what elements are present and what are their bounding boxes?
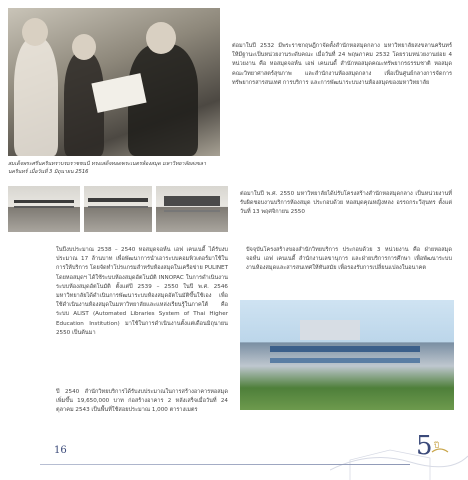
paragraph-left: ในปีงบประมาณ 2538 – 2540 หอสมุดจอห์น เอฟ เคนเนดี้ ได้รับงบประมาณ 17 ล้านบาท เพื่อพัฒนาการนำเอาระบบคอมพิวเตอร์มาใช้ในการให้บริการ โดยจัดทำโปรแกรมสำหรับห้องสมุดในเครือข่าย PULINET โดยหอสมุดฯ ได้ใช้ระบบห้องสมุดอัตโนมัติ INNOPAC ในการดำเนินงาน ระบบห้องสมุดอัตโนมัติ ตั้งแต่ปี 2539 – 2550 ในปี พ.ศ. 2546 มหาวิทยาลัยได้ดำเนินการพัฒนาระบบห้องสมุดอัตโนมัติขึ้นใช้เอง เพื่อใช้ดำเนินงานห้องสมุดในมหาวิทยาลัยและแหล่งเรียนรู้ในภาคใต้ คือ ระบบ ALIST (Automated Libraries System of Thai Higher Education Institution) มาใช้ในการดำเนินงานตั้งแต่เดือนมิถุนายน 2550 เป็นต้นมา <box>56 247 228 336</box>
paragraph-left-2: ปี 2540 สำนักวิทยบริการได้รับงบประมาณในการสร้างอาคารหอสมุด เพิ่มขึ้น 19,650,000 บาท ก่อสร้างอาคาร 2 หลังเสร็จเมื่อวันที่ 24 ตุลาคม 2543 เป็นพื้นที่ใช้สอยประมาณ 1,000 ตารางเมตร <box>56 389 228 414</box>
building-photo-2 <box>84 186 152 232</box>
logo-number: 5 <box>416 431 433 461</box>
building-photo-1 <box>8 186 80 232</box>
footer-divider <box>40 464 410 465</box>
library-building-photo <box>240 300 454 410</box>
historical-photo-main <box>8 8 220 156</box>
anniversary-logo <box>414 428 450 462</box>
building-photo-3 <box>156 186 228 232</box>
logo-suffix: ปี <box>434 441 440 450</box>
photo-caption: สมเด็จพระศรีนครินทราบรมราชชนนี ทรงเสด็จทอดพระเนตรห้องสมุด มหาวิทยาลัยสงขลานครินทร์ เมื่อวันที่ 3 มิถุนายน 2516 <box>8 161 207 175</box>
paragraph-mid: ต่อมาในปี พ.ศ. 2550 มหาวิทยาลัยได้ปรับโครงสร้างสำนักหอสมุดกลาง เป็นหน่วยงานที่รับผิดชอบงานบริการห้องสมุด ประกอบด้วย หอสมุดคุณหญิงหลง อรรถกระวีสุนทร ตั้งแต่วันที่ 13 พฤศจิกายน 2550 <box>240 191 452 216</box>
page-number: 16 <box>54 445 67 456</box>
paragraph-right: ปัจจุบันโครงสร้างของสำนักวิทยบริการ ประกอบด้วย 3 หน่วยงาน คือ ฝ่ายหอสมุดจอห์น เอฟ เคนเนดี้ สำนักงานเลขานุการ และฝ่ายบริการการศึกษา เพื่อพัฒนาระบบงานห้องสมุดและสารสนเทศให้ทันสมัย เพื่อรองรับการเปลี่ยนแปลงในอนาคต <box>246 247 452 272</box>
paragraph-top: ต่อมาในปี 2532 มีพระราชกฤษฎีกาจัดตั้งสำนักหอสมุดกลาง มหาวิทยาลัยสงขลานครินทร์ ให้มีฐานะเป็นหน่วยงานระดับคณะ เมื่อวันที่ 24 พฤษภาคม 2532 โดยรวมหน่วยงานย่อย 4 หน่วยงาน คือ หอสมุดจอห์น เอฟ เคนเนดี้ สำนักหอสมุดคณะทรัพยากรธรรมชาติ หอสมุดคณะวิทยาศาสตร์สุขภาพ และสำนักงานห้องสมุดกลาง เพื่อเป็นศูนย์กลางการจัดการทรัพยากรสารสนเทศ การบริการ และการพัฒนาระบบงานห้องสมุดของมหาวิทยาลัย <box>232 43 452 86</box>
